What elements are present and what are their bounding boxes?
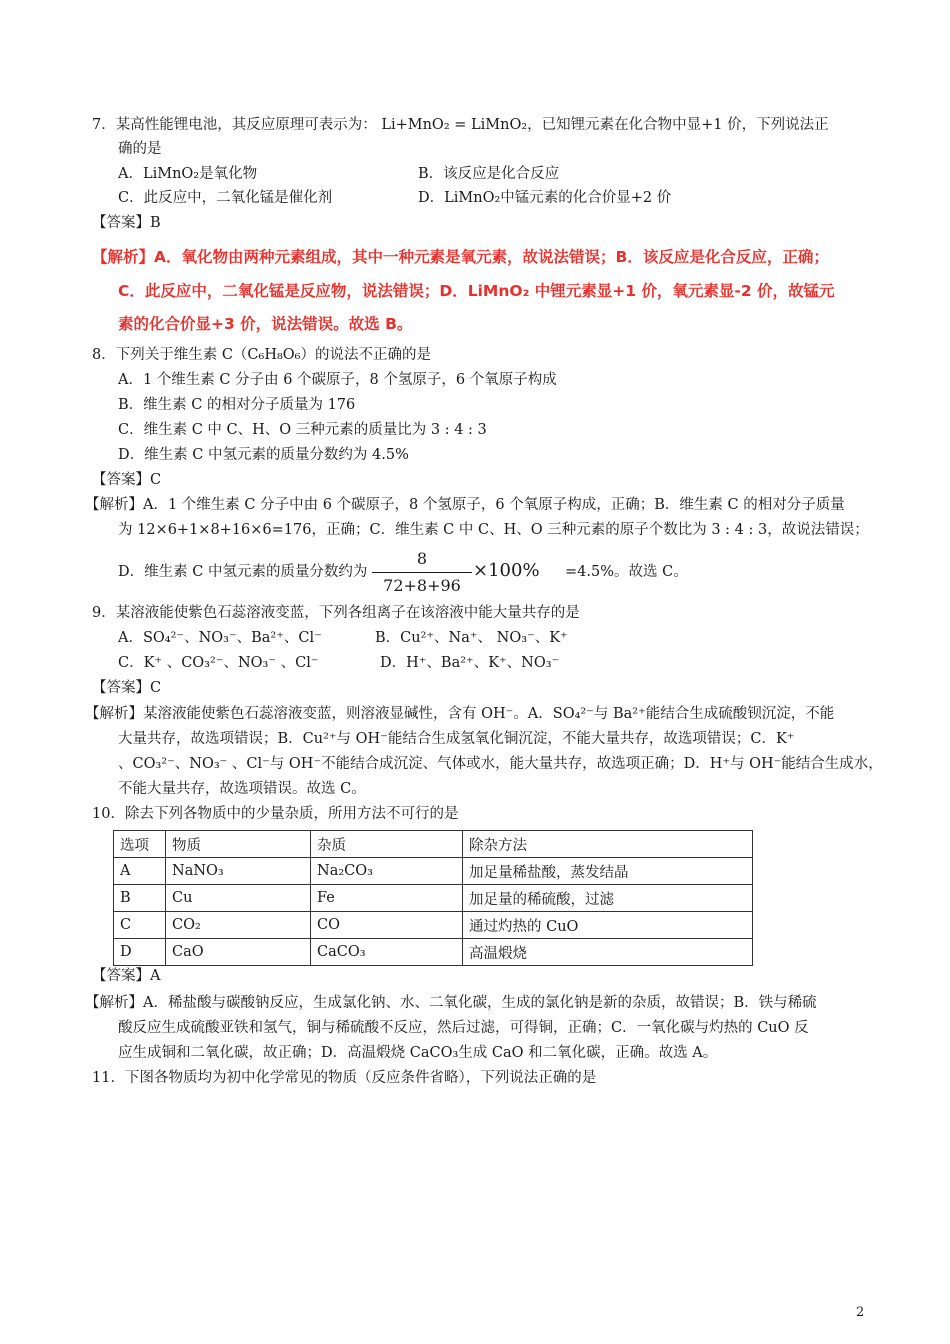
q8-option-d: D．维生素 C 中氢元素的质量分数约为 4.5% <box>118 447 409 463</box>
table-cell: CaCO₃ <box>311 939 463 966</box>
q9-analysis-line4: 不能大量共存，故选项错误。故选 C。 <box>118 781 366 797</box>
q7-option-a: A．LiMnO₂是氧化物 <box>118 166 258 182</box>
fraction-bar <box>372 572 472 573</box>
q7-stem-line1: 7．某高性能锂电池，其反应原理可表示为： Li+MnO₂ = LiMnO₂，已知锂元素在化合物中显+1 价，下列说法正 <box>92 117 829 133</box>
q7-option-c: C．此反应中，二氧化锰是催化剂 <box>118 190 333 206</box>
q9-analysis-line3: 、CO₃²⁻、NO₃⁻ 、Cl⁻与 OH⁻不能结合成沉淀、气体或水，能大量共存，故选项正确；D．H⁺与 OH⁻能结合生成水， <box>118 756 883 772</box>
table-cell: NaNO₃ <box>166 858 311 885</box>
table-cell: 高温煅烧 <box>463 939 753 966</box>
table-row <box>114 885 753 912</box>
table-cell: A <box>114 858 166 885</box>
q10-analysis-line3: 应生成铜和二氧化碳，故正确；D．高温煅烧 CaCO₃生成 CaO 和二氧化碳，正确。故选 A。 <box>118 1045 718 1061</box>
table-header-cell: 选项 <box>114 831 166 858</box>
q7-answer: 【答案】B <box>92 215 161 231</box>
q9-option-c: C．K⁺ 、CO₃²⁻、NO₃⁻ 、Cl⁻ <box>118 655 319 671</box>
table-cell: Na₂CO₃ <box>311 858 463 885</box>
q8-option-a: A．1 个维生素 C 分子由 6 个碳原子，8 个氢原子，6 个氧原子构成 <box>118 372 557 388</box>
q8-option-b: B．维生素 C 的相对分子质量为 176 <box>118 397 356 413</box>
fraction-numerator: 8 <box>416 549 428 568</box>
table-row <box>114 858 753 885</box>
q11-stem: 11．下图各物质均为初中化学常见的物质（反应条件省略），下列说法正确的是 <box>92 1070 597 1086</box>
q9-option-b: B．Cu²⁺、Na⁺、 NO₃⁻、K⁺ <box>375 630 568 646</box>
q9-option-d: D．H⁺、Ba²⁺、K⁺、NO₃⁻ <box>380 655 560 671</box>
fraction-denominator: 72+8+96 <box>383 576 461 596</box>
q8-analysis-line1: 【解析】A．1 个维生素 C 分子中由 6 个碳原子，8 个氢原子，6 个氧原子构成，正确；B．维生素 C 的相对分子质量 <box>85 497 845 513</box>
q7-analysis-line3: 素的化合价显+3 价，说法错误。故选 B。 <box>118 315 413 333</box>
table-cell: CO <box>311 912 463 939</box>
q7-analysis-line2: C．此反应中，二氧化锰是反应物，说法错误；D．LiMnO₂ 中锂元素显+1 价，氧元素显-2 价，故锰元 <box>118 282 835 300</box>
q7-stem-line2: 确的是 <box>118 141 162 157</box>
table-header-cell: 除杂方法 <box>463 831 753 858</box>
q8-analysis-line2: 为 12×6+1×8+16×6=176，正确；C．维生素 C 中 C、H、O 三种元素的原子个数比为 3 : 4 : 3，故说法错误； <box>118 522 869 538</box>
table-header-cell: 杂质 <box>311 831 463 858</box>
q9-option-a: A．SO₄²⁻、NO₃⁻、Ba²⁺、Cl⁻ <box>118 630 322 646</box>
q8-answer: 【答案】C <box>92 472 162 488</box>
table-header-row <box>114 831 753 858</box>
table-cell: D <box>114 939 166 966</box>
q8-analysis-line3-prefix: D．维生素 C 中氢元素的质量分数约为 <box>118 564 368 580</box>
q7-analysis-line1: 【解析】A．氧化物由两种元素组成，其中一种元素是氧元素，故说法错误；B．该反应是化合反应，正确； <box>92 248 829 266</box>
table-cell: CaO <box>166 939 311 966</box>
table-row <box>114 939 753 966</box>
table-cell: Fe <box>311 885 463 912</box>
table-cell: B <box>114 885 166 912</box>
table-cell: 通过灼热的 CuO <box>463 912 753 939</box>
q10-analysis-line2: 酸反应生成硫酸亚铁和氢气，铜与稀硫酸不反应，然后过滤，可得铜，正确；C．一氧化碳与灼热的 CuO 反 <box>118 1020 809 1036</box>
q8-option-c: C．维生素 C 中 C、H、O 三种元素的质量比为 3 : 4 : 3 <box>118 422 487 438</box>
page-number: 2 <box>856 1305 865 1320</box>
q9-analysis-line2: 大量共存，故选项错误；B．Cu²⁺与 OH⁻能结合生成氢氧化铜沉淀，不能大量共存，故选项错误；C．K⁺ <box>118 731 795 747</box>
q8-stem: 8．下列关于维生素 C（C₆H₈O₆）的说法不正确的是 <box>92 347 431 363</box>
q10-answer: 【答案】A <box>92 968 161 984</box>
table-row <box>114 912 753 939</box>
q9-answer: 【答案】C <box>92 680 162 696</box>
table-cell: CO₂ <box>166 912 311 939</box>
table-header-cell: 物质 <box>166 831 311 858</box>
q8-analysis-line3-suffix: =4.5%。故选 C。 <box>565 564 688 580</box>
q7-option-b: B．该反应是化合反应 <box>418 166 560 182</box>
table-cell: Cu <box>166 885 311 912</box>
q10-analysis-line1: 【解析】A．稀盐酸与碳酸钠反应，生成氯化钠、水、二氧化碳，生成的氯化钠是新的杂质，故错误；B．铁与稀硫 <box>85 995 817 1011</box>
q9-analysis-line1: 【解析】某溶液能使紫色石蕊溶液变蓝，则溶液显碱性，含有 OH⁻。A．SO₄²⁻与 Ba²⁺能结合生成硫酸钡沉淀，不能 <box>85 706 835 722</box>
hydrogen-fraction <box>372 548 472 597</box>
q10-stem: 10．除去下列各物质中的少量杂质，所用方法不可行的是 <box>92 806 459 822</box>
impurity-table <box>113 830 753 966</box>
table-cell: 加足量稀盐酸，蒸发结晶 <box>463 858 753 885</box>
q7-option-d: D．LiMnO₂中锰元素的化合价显+2 价 <box>418 190 672 206</box>
q9-stem: 9．某溶液能使紫色石蕊溶液变蓝，下列各组离子在该溶液中能大量共存的是 <box>92 605 580 621</box>
table-cell: 加足量的稀硫酸，过滤 <box>463 885 753 912</box>
table-cell: C <box>114 912 166 939</box>
fraction-multiplier: ×100% <box>473 560 540 581</box>
